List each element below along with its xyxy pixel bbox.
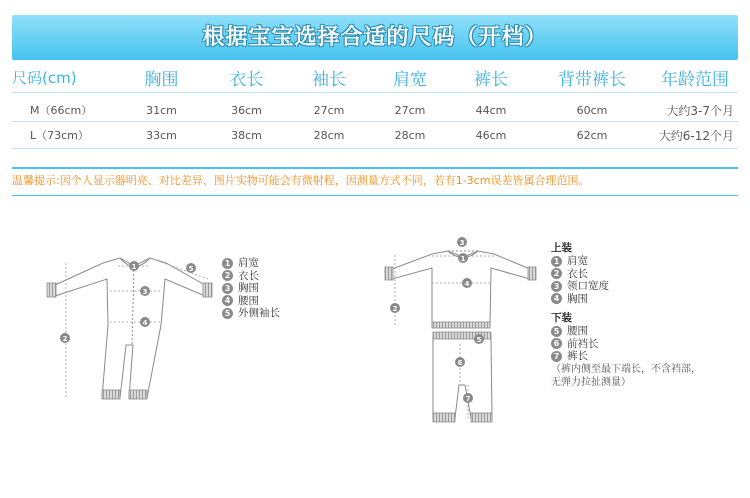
romper-left-ankle [102,390,120,399]
top-hem [432,322,490,328]
legend-label: 肩宽 [567,255,588,267]
pants-body [433,337,492,418]
top-left-cuff [385,267,393,280]
col-header: 衣长 [205,62,288,93]
set-legend [551,241,701,389]
romper-legend [222,257,280,320]
pants-right-ankle [471,413,492,422]
legend-number: 3 [222,283,233,294]
top-section-title: 上装 [551,242,572,254]
legend-number: 2 [551,268,562,279]
list-item [551,268,701,281]
legend-number: 5 [551,326,562,337]
romper-left-cuff [47,283,56,297]
col-header: 裤长 [450,62,532,93]
pants-illustration [433,337,492,418]
romper-illustration [55,258,205,398]
marker-number: 4 [142,319,148,327]
marker-number: 2 [392,305,398,313]
col-header: 年龄范围 [652,62,738,93]
table-cell: 46cm [450,122,532,149]
list-item [551,338,701,351]
marker-number: 3 [142,288,148,296]
marker-number: 1 [131,263,137,271]
legend-label: 外侧袖长 [238,307,280,319]
list-item [222,257,280,270]
table-cell: 大约6-12个月 [652,122,738,149]
legend-label: 前裆长 [567,337,599,350]
table-cell: 38cm [205,122,288,149]
table-cell: L（73cm） [12,122,118,149]
romper-right-ankle [129,390,147,399]
table-cell: 27cm [370,93,450,122]
measure-note-line2: 无弹力拉扯测量） [551,376,631,388]
legend-label: 腰围 [567,325,588,337]
table-cell: 60cm [532,93,652,122]
list-item [551,280,701,293]
legend-label: 胸围 [238,282,259,294]
table-cell: 36cm [205,93,288,122]
legend-number: 6 [551,338,562,349]
legend-number: 4 [551,293,562,304]
table-cell: 28cm [288,122,370,149]
legend-label: 衣长 [238,269,259,282]
list-item [222,270,280,283]
table-cell: 33cm [118,122,205,149]
table-cell: M（66cm） [12,93,118,122]
marker-number: 6 [457,359,463,367]
bottom-section-title: 下装 [551,312,572,324]
list-item [222,282,280,295]
list-item [551,350,701,363]
top-right-cuff [528,267,536,280]
marker-number: 4 [464,280,470,288]
tip-label: 温馨提示: [12,174,60,187]
list-item [222,295,280,308]
marker-number: 1 [460,255,466,263]
legend-number: 4 [222,295,233,306]
legend-label: 裤长 [567,350,588,362]
col-header: 尺码(cm) [12,62,118,93]
list-item [551,325,701,338]
marker-number: 5 [476,336,482,344]
legend-number: 7 [551,351,562,362]
col-header: 胸围 [118,62,205,93]
table-cell: 44cm [450,93,532,122]
table-cell: 28cm [370,122,450,149]
legend-number: 1 [551,256,562,267]
list-item [551,255,701,268]
table-cell: 27cm [288,93,370,122]
col-header: 袖长 [288,62,370,93]
pants-left-ankle [433,413,455,422]
table-cell: 62cm [532,122,652,149]
romper-right-cuff [203,283,212,297]
legend-label: 衣长 [567,267,588,280]
legend-label: 肩宽 [238,257,259,269]
measure-note-line1: （裤内侧至最下端长，不含裆部， [551,363,701,375]
table-cell: 大约3-7个月 [652,93,738,122]
table-cell: 31cm [118,93,205,122]
legend-number: 3 [551,281,562,292]
legend-label: 腰围 [238,294,259,307]
legend-number: 5 [222,308,233,319]
tip-text: 因个人显示器明亮、对比差异、图片实物可能会有微射程，因测量方式不同，若有1-3cm误差皆属合理范围。 [59,174,590,187]
legend-number: 2 [222,270,233,281]
marker-number: 3 [459,239,465,247]
legend-number: 1 [222,258,233,269]
col-header: 肩宽 [370,62,450,93]
romper-body [55,258,205,398]
marker-number: 5 [188,265,194,273]
list-item [551,293,701,306]
marker-number: 7 [465,395,471,403]
legend-label: 胸围 [567,292,588,305]
legend-label: 领口宽度 [567,280,609,292]
col-header: 背带裤长 [532,62,652,93]
marker-number: 2 [62,335,68,343]
list-item [222,307,280,320]
banner-title: 根据宝宝选择合适的尺码（开档） [202,25,548,50]
